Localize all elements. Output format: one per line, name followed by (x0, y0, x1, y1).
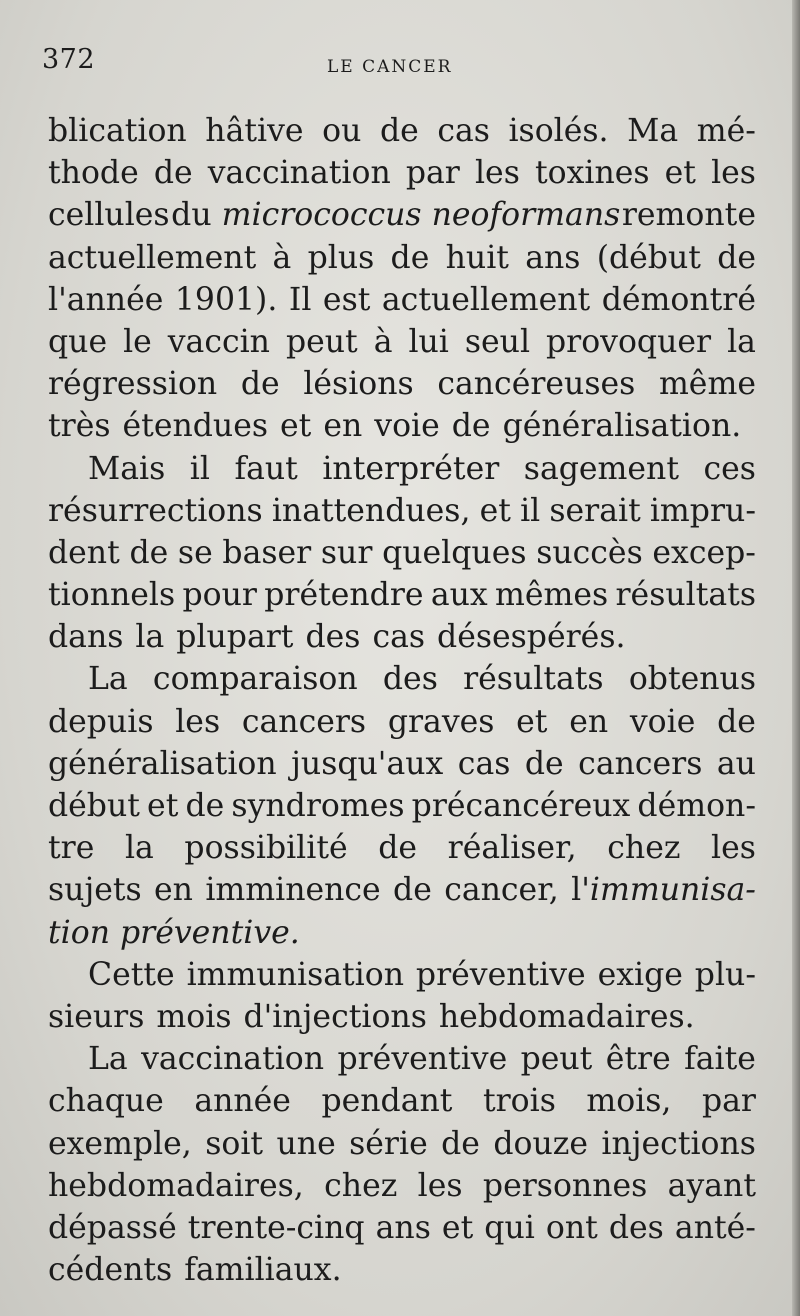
text-line (48, 616, 756, 658)
word: préventive (415, 956, 586, 993)
word: qui (484, 1209, 535, 1246)
word: dent (48, 534, 120, 571)
word: possibilité (184, 830, 348, 867)
text-line (48, 405, 756, 447)
word: la (727, 323, 756, 360)
word: cas (457, 745, 511, 782)
text-line (48, 954, 756, 996)
text-line (48, 237, 756, 279)
word: résultats (463, 661, 604, 698)
word: voie (374, 408, 440, 445)
word: excep- (652, 534, 756, 571)
word: inattendues, (271, 492, 471, 529)
word: faite (684, 1041, 756, 1078)
word: syndromes (231, 788, 405, 824)
word: lésions (303, 366, 414, 403)
word: et (664, 155, 696, 192)
text-line (48, 532, 756, 574)
word: à (272, 239, 292, 276)
word: de (153, 155, 193, 192)
word: soit (205, 1125, 264, 1162)
word: démon- (637, 788, 756, 824)
text-line (48, 152, 756, 194)
word: injections (601, 1125, 756, 1162)
text-line (48, 1249, 756, 1291)
word: douze (493, 1125, 588, 1162)
word: peut (520, 1041, 593, 1078)
word: tre (48, 830, 95, 867)
word: mé- (696, 113, 756, 149)
word: résurrections (48, 492, 263, 529)
word: et (479, 492, 511, 529)
word: cancers (241, 703, 367, 740)
word: les (175, 703, 221, 740)
word: les (417, 1167, 463, 1204)
word: aux (430, 577, 488, 614)
word: cas (372, 619, 426, 656)
word: les (711, 155, 756, 192)
page-header (42, 40, 762, 80)
word: généralisation (48, 745, 277, 782)
word: et (441, 1209, 474, 1246)
text-line (48, 1038, 756, 1080)
text-line (48, 743, 756, 785)
word: de (378, 830, 418, 867)
word: cellules (48, 197, 170, 234)
text-line (48, 574, 756, 616)
word: imminence (205, 872, 381, 909)
word: de (185, 788, 225, 824)
word: ayant (667, 1167, 756, 1204)
word: sieurs (48, 998, 145, 1035)
word: ont (545, 1209, 598, 1246)
word: cédents (48, 1252, 173, 1289)
word: graves (387, 703, 495, 740)
word: d'injections (243, 998, 427, 1035)
word: de (379, 113, 419, 149)
word: préventive (337, 1041, 508, 1078)
word: thode (48, 155, 139, 192)
word: exemple, (48, 1125, 192, 1162)
word: voie (629, 703, 696, 740)
word: de (441, 1125, 480, 1162)
text-line (48, 827, 756, 869)
word: et (147, 788, 179, 824)
word: depuis (48, 703, 154, 740)
word: la (124, 830, 154, 867)
word: la (135, 619, 165, 656)
word: provoquer (545, 323, 712, 360)
word: cancers (578, 745, 703, 782)
word: prétendre (264, 577, 424, 614)
word: Ma (627, 113, 679, 149)
word: blication (48, 113, 187, 149)
text-line (48, 912, 756, 954)
word: pendant (321, 1083, 453, 1120)
word: chez (607, 830, 681, 867)
word: vaccination (141, 1041, 325, 1078)
word: La (88, 1041, 128, 1078)
word: les (474, 155, 520, 192)
text-line (48, 658, 756, 700)
word: hebdomadaires. (438, 998, 695, 1035)
word: actuellement (381, 281, 591, 318)
word: plu- (694, 956, 756, 993)
word: cancéreuses (437, 366, 636, 403)
word: seul (464, 323, 531, 360)
word: des (305, 619, 361, 656)
word: vaccination (207, 155, 391, 192)
word: isolés. (508, 113, 609, 149)
word: même (658, 366, 756, 403)
word: chez (324, 1167, 398, 1204)
word: généralisation. (502, 408, 742, 445)
word: sujets (48, 872, 142, 909)
page-edge-shadow (792, 0, 800, 1316)
word: faut (234, 450, 298, 487)
word: année (194, 1083, 291, 1120)
word: cancer, (444, 872, 559, 909)
word: sagement (523, 450, 679, 487)
word: obtenus (628, 661, 756, 698)
word: mois, (586, 1083, 672, 1120)
word: baser (222, 534, 312, 571)
word: chaque (48, 1083, 164, 1120)
word: ces (703, 450, 756, 487)
word: plupart (176, 619, 294, 656)
word: trente-cinq (187, 1209, 365, 1246)
word: remonte (621, 197, 756, 234)
text-line (48, 194, 756, 236)
word: en (154, 872, 193, 909)
word: il (189, 450, 210, 487)
text-line (48, 448, 756, 490)
word: étendues (122, 408, 269, 445)
word: 1901). (174, 281, 278, 318)
word: démontré (601, 281, 756, 318)
word: très (48, 408, 111, 445)
word: de (390, 239, 430, 276)
word: et (280, 408, 312, 445)
word: sur (320, 534, 373, 571)
word: familiaux. (184, 1252, 342, 1289)
word: dépassé (48, 1209, 177, 1246)
word: plus (307, 239, 375, 276)
word: et (516, 703, 548, 740)
text-line (48, 869, 756, 911)
word: de (717, 239, 756, 276)
word: pour (182, 577, 257, 614)
word: de (240, 366, 280, 403)
word: désespérés. (437, 619, 626, 656)
word: début (48, 788, 140, 824)
word: comparaison (152, 661, 358, 698)
word: quelques (382, 534, 527, 571)
word: peut (285, 323, 358, 360)
word: impru- (649, 492, 756, 529)
word: toxines (534, 155, 650, 192)
text-line (48, 321, 756, 363)
word: régression (48, 366, 218, 403)
word: tion préventive. (48, 914, 300, 951)
word: (début (596, 239, 701, 276)
text-line (48, 996, 756, 1038)
text-line (48, 1207, 756, 1249)
word: par (405, 155, 460, 192)
word: de (451, 408, 491, 445)
word: Mais (88, 450, 166, 487)
page-number: 372 (42, 44, 96, 75)
word: en (569, 703, 609, 740)
word: de (393, 872, 432, 909)
word: hâtive (205, 113, 304, 149)
word: se (177, 534, 213, 571)
word: dans (48, 619, 124, 656)
word: actuellement (48, 239, 257, 276)
word: huit (445, 239, 509, 276)
word: serait (549, 492, 641, 529)
text-line (48, 1123, 756, 1165)
word: à (373, 323, 393, 360)
text-line (48, 363, 756, 405)
word: ou (322, 113, 362, 149)
word: il (520, 492, 541, 529)
word: des (608, 1209, 664, 1246)
word: mêmes (495, 577, 609, 614)
word: résultats (615, 577, 756, 614)
word: réaliser, (447, 830, 577, 867)
word: une (276, 1125, 336, 1162)
text-line (48, 490, 756, 532)
word: l'immunisa- (571, 872, 756, 909)
word: série (349, 1125, 428, 1162)
word: en (323, 408, 363, 445)
word: tionnels (48, 577, 176, 614)
text-line (48, 110, 756, 152)
word: interpréter (322, 450, 500, 487)
word: personnes (482, 1167, 648, 1204)
text-line (48, 1080, 756, 1122)
word: de (524, 745, 564, 782)
word: trois (482, 1083, 556, 1120)
word: est (322, 281, 371, 318)
word: l'année (48, 281, 164, 318)
word: précancéreux (411, 788, 631, 824)
word: immunisation (186, 956, 405, 993)
word: le (123, 323, 152, 360)
word: au (716, 745, 756, 782)
word: que (48, 323, 108, 360)
word: les (711, 830, 756, 867)
body-text (48, 110, 756, 1291)
word: de (717, 703, 756, 740)
word: de (129, 534, 169, 571)
word: Cette (88, 956, 175, 993)
word: exige (597, 956, 683, 993)
word: ans (375, 1209, 431, 1246)
word: La (88, 661, 128, 698)
word: lui (408, 323, 449, 360)
word: succès (536, 534, 643, 571)
word: mois (156, 998, 232, 1035)
text-line (48, 279, 756, 321)
word: du micrococcus neoformans (171, 197, 621, 234)
text-line (48, 1165, 756, 1207)
running-title: LE CANCER (327, 57, 453, 77)
word: anté- (674, 1209, 756, 1246)
word: cas (437, 113, 490, 149)
word: hebdomadaires, (48, 1167, 304, 1204)
word: vaccin (167, 323, 270, 360)
text-line (48, 701, 756, 743)
word: ans (525, 239, 581, 276)
text-line (48, 785, 756, 827)
word: être (605, 1041, 671, 1078)
word: Il (288, 281, 312, 318)
word: jusqu'aux (291, 745, 444, 782)
word: par (701, 1083, 756, 1120)
word: des (382, 661, 438, 698)
